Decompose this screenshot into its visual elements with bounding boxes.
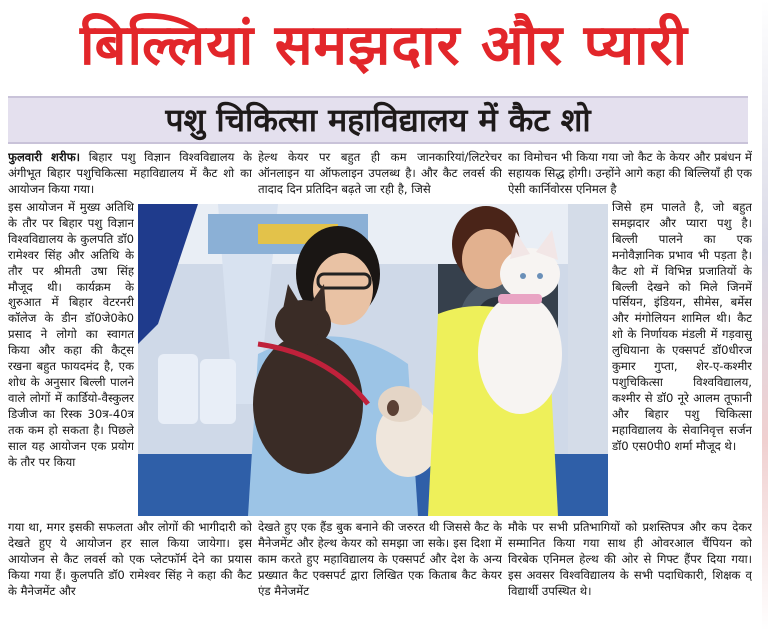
article-text: बिहार पशु विज्ञान विश्वविद्यालय के अंगीभूत बिहार पशुचिकित्सा महाविद्यालय में कैट शो का आयोजन किया गया।: [8, 150, 252, 196]
article-column-right-middle: [612, 200, 752, 518]
subheadline: पशु चिकित्सा महाविद्यालय में कैट शो: [8, 96, 748, 144]
news-photo-illustration: [138, 204, 608, 516]
article-column-1-bottom: [8, 520, 252, 620]
article-column-1-top: [8, 150, 252, 200]
article-column-2-top: [258, 150, 502, 200]
article-text: हेल्थ केयर पर बहुत ही कम जानकारियां/लिटरेचर ऑनलाइन या ऑफलाइन उपलब्ध है। और कैट लवर्स की तादाद दिन प्रतिदिन बढ़ते जा रही है, जिसे: [258, 150, 502, 196]
article-text: इस आयोजन में मुख्य अतिथि के तौर पर बिहार पशु विज्ञान विश्वविद्यालय के कुलपति डॉ0 रामेश्वर सिंह और अतिथि के तौर पर श्रीमती उषा सिंह मौजूद थी। कार्यक्रम के शुरुआत में बिहार वेटरनरी कॉलेज के डीन डॉ0जे0के0 प्रसाद ने लोगो का स्वागत किया और कहा की कैट्स रखना बहुत फायदमंद है, एक शोध के अनुसार बिल्ली पालने वाले लोगों में कार्डियो-वैस्कुलर डिजीज का रिस्क 30त्र-40त्र तक कम हो सकता है। पिछले साल यह आयोजन एक प्रयोग के तौर पर किया: [8, 200, 134, 469]
dateline: फुलवारी शरीफ।: [8, 150, 81, 164]
article-text: का विमोचन भी किया गया जो कैट के केयर और प्रबंधन में सहायक सिद्ध होगी। उन्होंने आगे कहा की बिल्लियाँ ही एक ऐसी कार्निवोरस एनिमल है: [508, 150, 752, 196]
article-text: देखते हुए एक हैंड बुक बनाने की जरुरत थी जिससे कैट के मैनेजमेंट और हेल्थ केयर को समझा जा सके। इस दिशा में काम करते हुए महाविद्यालय के एक्सपर्ट और देश के अन्य प्रख्यात कैट एक्सपर्ट द्वारा लिखित एक किताब कैट केयर एंड मैनेजमेंट: [258, 520, 502, 598]
article-column-left-middle: [8, 200, 134, 518]
article-text: जिसे हम पालते है, जो बहुत समझदार और प्यारा पशु है। बिल्ली पालने का एक मनोवैज्ञानिक प्रभाव भी पड़ता है।कैट शो में विभिन्न प्रजातियों के बिल्ली देखने को मिले जिनमें पर्सियन, इंडियन, सीमेस, बर्मेस और मंगोलियन शामिल थी। कैट शो के निर्णायक मंडली में गड़वासु लुधियाना के एक्सपर्ट डॉ0धीरज कुमार गुप्ता, शेर-ए-कश्मीर पशुचिकित्सा विश्वविद्यालय, कश्मीर से डॉ0 नूरे आलम तूफानी और बिहार पशु चिकित्सा महाविद्यालय के सेवानिवृत्त सर्जन डॉ0 एस0पी0 शर्मा मौजूद थे।: [612, 200, 752, 453]
article-column-3-bottom: [508, 520, 752, 620]
article-text: मौके पर सभी प्रतिभागियों को प्रशस्तिपत्र और कप देकर सम्मानित किया गया साथ ही ओवरआल चैंपियन को विरबेक एनिमल हेल्थ की ओर से गिफ्ट हैंपर दिया गया। इस अवसर विश्वविद्यालय के सभी पदाधिकारी, शिक्षक व् विद्यार्थी उपस्थित थे।: [508, 520, 752, 598]
news-photo-cat-show: [138, 204, 608, 516]
article-column-2-bottom: [258, 520, 502, 620]
page-edge-strip: [762, 0, 768, 631]
article-column-3-top: [508, 150, 752, 200]
article-text: गया था, मगर इसकी सफलता और लोगों की भागीदारी को देखते हुए ये आयोजन हर साल किया जायेगा। इस आयोजन से कैट लवर्स को एक प्लेटफॉर्म देने का प्रयास किया गया हैं। कुलपति डॉ0 रामेश्वर सिंह ने कहा की कैट के मैनेजमेंट और: [8, 520, 252, 598]
headline: बिल्लियां समझदार और प्यारी: [80, 13, 688, 78]
